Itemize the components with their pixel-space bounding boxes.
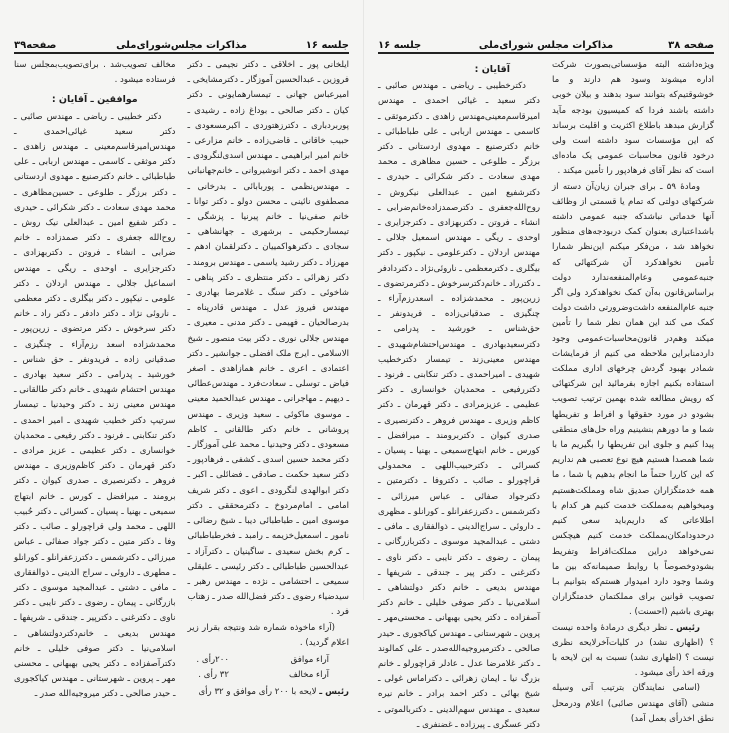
vote-label: آراء موافق [290,654,329,665]
right-column [187,58,350,698]
page-number: صفحه۳۹ [14,40,57,51]
right-column [552,58,714,724]
vote-tally [188,653,350,683]
paragraph: ویژه‌داشته البته مؤسساتی‌بصورت شرکت اداره میشوند وسود هم دارند و ما خوشوقتیم‌که بتوانند سود بدهند و بیلان خوبی داشته باشند فردا که کمیسیون بودجه مآید گزارش مبدهد باطلاع اکثریت و اقلیت برساند که این مؤسسات سود داشته است ولی درخود قانون محاسبات عمومی یک ماده‌ای است که نظر آقای فرهادپور را تأمین میکند . [552,60,714,177]
left-column [14,58,176,700]
vote-row-for [188,653,350,668]
header-rule [14,52,349,54]
paragraph: دکترخطیبی ـ ریاضی ـ مهندس صائبی ـ دکتر سعید ـ غیائی احمدی ـ مهندس امیرقاسم‌معینی‌مهندس زاهدی ـ دکترموثقی ـ کاسمی ـ مهندس اربابی ـ علی طباطبائی ـ خانم دکترصنیع ـ مهدوی اردستانی ـ دکتر برزگر ـ طلوعی ـ حسین مظاهری ـ محمد مهدی سعادت ـ دکتر شکرائی ـ حیدری ـ دکترشفیع امین ـ عبدالعلی نیکروش ـ روح‌الله‌جعفری ـ دکترصمدزاده‌خانم‌ضرابی ـ انشاء ـ فروتن ـ دکتربهزادی ـ دکترجزایری ـ اوحدی ـ ریگی ـ مهندس اسمعیل جلالی ـ مهندس اردلان ـ دکترعلومی ـ نیکپور ـ دکتر بیگلری ـ دکترمعظمی ـ ناروئی‌نژاد ـ دکتردادفر ـ دکترراد ـ خانم‌دکترسرخوش ـ دکترمرتضوی ـ زرین‌پور ـ محمدشزاده ـ اسعدرزم‌آراء ـ چنگیزی ـ صدقیانی‌زاده ـ فریدونفر ـ حق‌شناس ـ خورشید ـ پدرامی ـ دکترسعیدبهادری ـ مهندس‌احتشام‌شهیدی ـ مهندس معینی‌زند ـ تیمسار دکترخطیب شهیدی ـ امیراحمدی ـ دکتر تنکابنی ـ فرنود ـ دکتررفیعی ـ محمدیان خوانساری ـ دکتر عظیمی ـ عزیزمرادی ـ دکتر قهرمان ـ دکتر کاظم وزیری ـ مهندس فروهر ـ دکترنصیری ـ صدری کیوان ـ دکتربرومند ـ میرافضل ـ کورس ـ خانم ابتهاج‌سمیعی ـ بهنیا ـ پسیان ـ کسرائی ـ دکترحبیب‌اللهی ـ محمدولی قراچورلو ـ صائب ـ دکتروفا ـ دکترمتین ـ دکترجواد صفائی ـ عباس میرزائی ـ دکترشمس ـ دکترزعفرانلو ـ کورانلو ـ مظهری ـ داروئی ـ سراج‌الدینی ـ ذوالفقاری ـ مافی ـ دشتی ـ عبدالمجید موسوی ـ دکتربازرگانی ـ پیمان ـ رضوی ـ دکتر نایبی ـ دکتر ناوی ـ دکترغنی ـ دکتر پیر ـ جندقی ـ شریفها ـ مهندس بدیعی ـ خانم دکتر دولتشاهی ـ اسلامی‌نیا ـ دکتر صوفی خلیلی ـ خانم دکتر آصفزاده ـ دکتر یحیی بهبهانی ـ محسنی‌مهر ـ پروین ـ شهرستانی ـ مهندس کیاکجوری ـ حیدر صالحی ـ دکترمیروجیه‌الله‌صدر ـ علی کمالوند ـ دکتر غلامرضا عدل ـ عادلر قراچورلو ـ خانم بزرگ نیا ـ ایمان زهرائی ـ دکتراماس غولی ـ شیخ بهائی ـ دکتر احمد برادر ـ خانم نیره سعیدی ـ مهندس سهم‌الدینی ـ دکتربالموتی ـ دکتر عسگری ـ پیرزاده ـ غضنفری ـ [378,81,540,730]
text-columns [14,58,349,700]
speaker-text: ـ نظر دیگری درمادهٔ واحده نیست ؟ (اظهاری نشد) در کلیات‌آخرلایحه نظری نیست ؟ (اظهاری نشد) نسبت به این لایحه با ورقه اخذ رأی میشود . [552,622,714,679]
page-38 [364,0,728,730]
vote-row-against [188,668,350,683]
section-heading: آقایان : [474,64,510,75]
closing-statement [188,685,350,700]
session-label: جلسه ۱۶ [378,40,422,51]
section-heading: موافقین ـ آقایان : [51,94,138,106]
running-title: مذاکرات مجلس‌شورای‌ملی [116,40,247,51]
page-header [14,35,349,51]
vote-value: ۳۲ رأی . [198,670,229,681]
page-number: صفحه ۳۸ [668,40,714,51]
text-columns [378,58,714,730]
left-column [378,58,540,730]
vote-note: (آراء ماخوذه شماره شد ونتیجه بقرار زیر اعلام گردید) . [187,622,349,648]
session-label: جلسه ۱۶ [305,40,349,51]
header-rule [378,52,714,54]
vote-value: ۲۰۰رأی . [196,654,229,665]
speaker-name: رئیس ـ [319,687,349,698]
vote-label: آراء مخالف [289,670,329,681]
paragraph: ایلخانی پور ـ اخلاقی ـ دکتر نجیمی ـ دکتر فروزین ـ عبدالحسین آموزگار ـ دکترمشایخی ـ امیرعباس جهانی ـ تیمسارهمایونی ـ دکتر کیان ـ دکتر صالحی ـ بوداغ زاده ـ رشیدی ـ پوربردباری ـ دکترزهتوردی ـ اکبرمسعودی ـ حبیب خاقانی ـ قاضی‌زاده ـ خانم مزارعی ـ خانم امیر ابراهیمی ـ مهندس اسدی‌لنگرودی ـ مهدی احمد ـ دکتر انوشیروانی ـ خانم‌جهانبانی ـ مهندس‌نظمی ـ پوربابائی ـ بدرخانی ـ مصطفوی نائینی ـ محسن دولو ـ دکتر توانا ـ خانم صفی‌نیا ـ خانم پیرنیا ـ پزشگی ـ تیمسارحکیمی ـ برشهری ـ جهانشاهی ـ سجادی ـ دکترهواکمییان ـ دکترلقمان ادهم ـ مهرزاد ـ دکتر رشید یاسمی ـ مهندس برومند ـ دکتر زهرائی ـ دکتر منتظری ـ دکتر پناهی ـ شاخوئی ـ دکتر سنگ ـ غلامرضا بهادری ـ مهندس فیروز عدل ـ مهندس قادرپناه ـ بدرصالحیان ـ فهیمی ـ دکتر مدنی ـ معیری ـ مهندس جلالی نوری ـ دکتر بیت منصور ـ شیخ الاسلامی ـ ایرج ملک افضلی ـ جوانشیر ـ دکتر اعتمادی ـ اعری ـ خانم همازاهدی ـ اصغر فیاض ـ توسلی ـ سعادت‌فرد ـ مهندس‌عطائی ـ دیهیم ـ مهاجرانی ـ مهندس عبدالحمید معینی ـ موسوی ماکوئی ـ سعید وزیری ـ مهندس پروشانی ـ خانم دکتر طالقانی ـ کاظم مسعودی ـ دکتر وحیدنیا ـ محمد علی آموزگار ـ دکتر محمد حسین اسدی ـ کشفی ـ فرهادپور ـ دکتر سعید حکمت ـ صادقی ـ فضائلی ـ اکبر ـ دکتر ابوالهدی لنگرودی ـ اعوی ـ دکتر شریف امامی ـ امام‌مردوخ ـ دکترمحققی ـ دکتر موسوی امین ـ طباطبائی دیبا ـ شیخ رضائی ـ نامور ـ اسمعیل‌خزیمه ـ رامبد ـ فخرطباطبائی ـ کرم بخش سعیدی ـ ساگینیان ـ دکترآزاد ـ عبدالحسین طباطبائی ـ دکتر رئیسی ـ علیقلی سمیعی ـ احتشامی ـ نژده ـ مهندس رهبر ـ سیدضیاء رضوی ـ دکتر فضل‌الله صدر ـ زهتاب فرد . [187,60,349,618]
running-title: مذاکرات مجلس شورای‌ملی [478,40,614,51]
speaker-paragraph [552,621,714,682]
closing-text: لایحه با ۲۰۰ رأی موافق و ۳۲ رأی [198,687,317,698]
closing-note: (اسامی نمایندگان بترتیب آتی وسیله منشی (آقای مهندس صائبی) اعلام ودرمحل نطق اخذرأی بعمل آمد) [552,683,714,724]
page-39 [0,0,364,700]
intro-text: مخالف تصویب‌شد . برای‌تصویب‌بمجلس سنا فرستاده میشود . [14,60,176,86]
paragraph: دکتر خطیبی ـ ریاضی ـ مهندس صائبی ـ دکتر سعید غیائی‌احمدی ـ مهندس‌امیرقاسم‌معینی ـ مهندس زاهدی ـ دکتر موثقی ـ کاسمی ـ مهندس اربابی ـ علی طباطبائی ـ خانم دکترصنیع ـ مهدوی اردستانی ـ دکتر برزگر ـ طلوعی ـ حسین‌مظاهری ـ محمد مهدی سعادت ـ دکتر شکرائی ـ حیدری ـ دکتر شفیع امین ـ عبدالعلی نیک روش ـ روح‌الله جعفری ـ دکتر صمدزاده ـ خانم ضرابی ـ انشاء ـ فروتن ـ دکتربهزادی ـ دکترجزایری ـ اوحدی ـ ریگی ـ مهندس اسماعیل جلالی ـ مهندس اردلان ـ دکتر علومی ـ نیکپور ـ دکتر بیگلری ـ دکتر معظمی ـ ناروئی نژاد ـ دکتر دادفر ـ دکتر راد ـ خانم دکتر سرخوش ـ دکتر مرتضوی ـ زرین‌پور ـ محمدشزاده اسعد رزم‌آراء ـ چنگیزی ـ صدقیانی زاده ـ فریدونفر ـ حق شناس ـ خورشید ـ پدرامی ـ دکتر سعید بهادری ـ مهندس احتشام شهیدی ـ خانم دکتر طالقانی ـ مهندس معینی زند ـ دکتر وحیدنیا ـ تیمسار سرتیپ دکتر خطیب شهیدی ـ امیر احمدی ـ دکتر تنکابنی ـ فرنود ـ دکتر رفیعی ـ محمدیان خوانساری ـ دکتر عظیمی ـ عزیز مرادی ـ دکتر قهرمان ـ دکتر کاظم‌وزیری ـ مهندس فروهر ـ دکترنصیری ـ صدری کیوان ـ دکتر برومند ـ میرافضل ـ کورس ـ خانم ابتهاج سمیعی ـ بهنیا ـ پسیان ـ کسرائی ـ دکتر حُبیب اللهی ـ محمد ولی قراچورلو ـ صائب ـ دکتر وفا ـ دکتر متین ـ دکتر جواد صفائی ـ عباس میرزائی ـ دکترشمس ـ دکترزعفرانلو ـ کورانلو ـ مطهری ـ داروئی ـ سراج الدینی ـ ذوالفقاری ـ مافی ـ دشتی ـ عبدالمجید موسوی ـ دکتر بازرگانی ـ پیمان ـ رضوی ـ دکتر نایبی ـ دکتر ناوی ـ دکترغنی ـ دکترپیر ـ جندقی ـ شریفها ـ مهندس بدیعی ـ خانم‌دکتردولتشاهی ـ اسلامی‌نیا ـ دکتر صوفی خلیلی ـ خانم دکترآصفزاده ـ دکتر یحیی بهبهانی ـ محسنی مهر ـ پروین ـ شهرستانی ـ مهندس کیاکجوری ـ حیدر صالحی ـ دکتر میروجیه‌الله صدر ـ [14,111,176,700]
article-paragraph: ومادهٔ ۵۹ ـ برای جبران زیان‌آن دسته از شرکتهای دولتی که تمام یا قسمتی از وظائف آنها خدماتی نباشدکه جنبه عمومی داشته باشداعتباری بعنوان کمک دربودجه‌های منظور نخواهد شد ، من‌فکر میکنم این‌نظر شمارا تأمین نخواهدکرد آن شرکتهائی که جنبه‌عمومی وعام‌المنفعه‌ندارد دولت براساس‌قانون به‌آن کمک نخواهدکرد ولی اگر جنبه عام‌المنفعه داشت‌وضرورتی داشت دولت کمک می کند این همان نظر شما را تأمین میکند وهم‌در قانون‌محاسبات‌عمومی وجود داردمنابراین ملاحظه می کنیم از فرمایشات شمادر بهبود گردش چرخهای اداری مملکت استفاده بکنیم اجازه بفرمائید این شرکتهائی که رویش مطالعه شده بهمین ترتیب تصویب بشودو در مورد حقوقها و افراط و تفریطها شما و ما دورهم بنشینیم وراه حل‌های منطقی پیدا کنیم و جلوی این تفریطها را بگیریم ما با شما همصدا هستیم هیچ نوع تعصبی هم نداریم که این کاررا حتماً ما انجام بدهیم یا شما ، ما همه خدمتگزاران صدیق شاه ومملکت‌هستیم ومیخواهیم به‌مملکت خدمت کنیم هر کدام با اطلاعاتی که داریم‌باید سعی کنیم درحدودامکان‌بمملکت خدمت کنیم هیچکس نمی‌خواهد دراین مملکت‌افراط وتفریط بشودوخصوصاً با روابط صمیمانه‌که بین ما وشما وجود دارد امیدوار هستم‌که بتوانیم بـا تصویب قوانین برای مملکتمان خدمتگزاران بهتری باشیم (احسنت) . [552,181,714,618]
speaker-name: رئیس [676,622,700,633]
page-header [378,35,714,51]
